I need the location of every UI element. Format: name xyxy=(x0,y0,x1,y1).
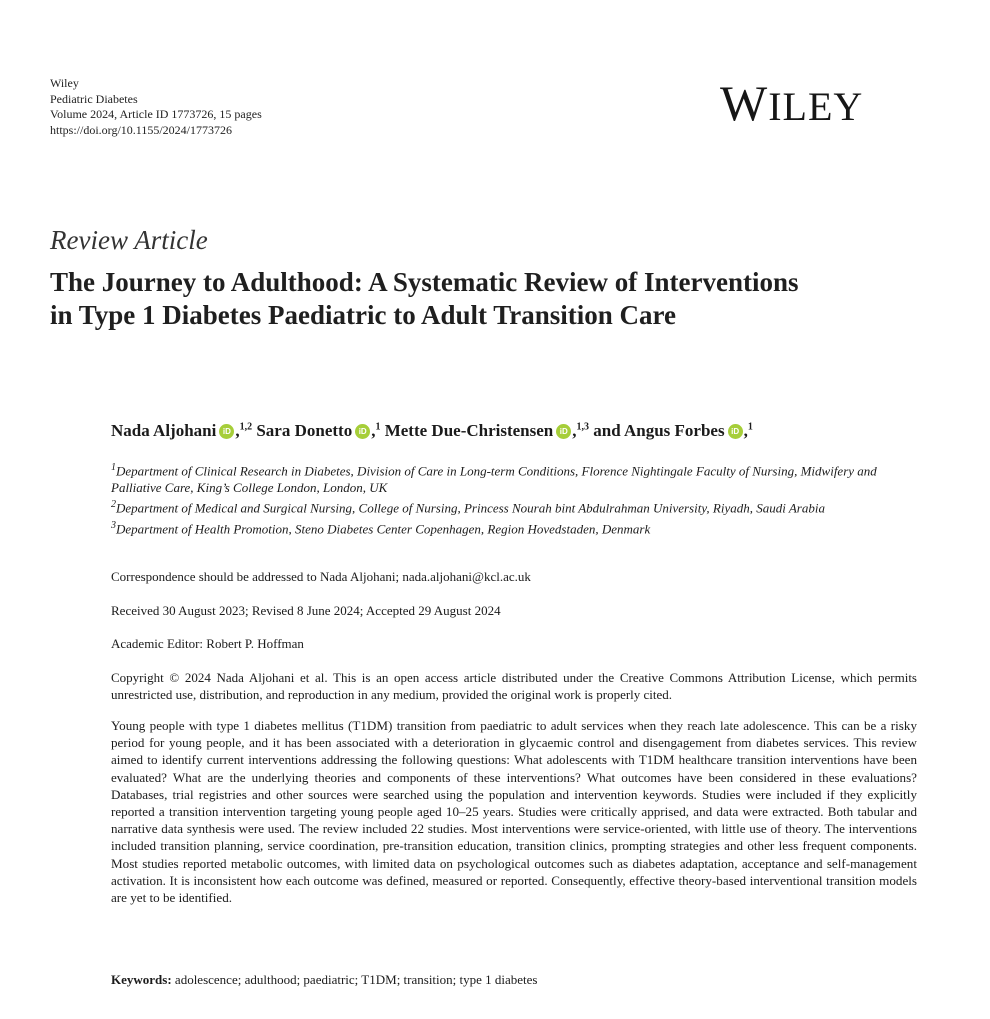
article-meta xyxy=(50,76,262,138)
author-affiliation-ref: 1 xyxy=(747,421,753,433)
affiliation-item: $^2$Department of Medical and Surgical Nursing, College of Nursing, Princess Nourah bint Abdulrahman University, Riyadh, Saudi Arabia xyxy=(111,499,825,516)
author-affiliation-ref: 1,2 xyxy=(239,421,253,433)
author-affiliation-ref: 1,3 xyxy=(576,421,589,433)
author-affiliation-ref: 1 xyxy=(375,421,381,433)
affiliation-item: $^3$Department of Health Promotion, Steno Diabetes Center Copenhagen, Region Hovedstaden, Denmark xyxy=(111,519,651,536)
author-name: Angus Forbes xyxy=(623,421,725,440)
volume-info: Volume 2024, Article ID 1773726, 15 pages xyxy=(50,107,262,121)
orcid-icon[interactable]: iD xyxy=(728,424,743,439)
orcid-icon[interactable]: iD xyxy=(556,424,571,439)
author-name: Sara Donetto xyxy=(256,421,353,440)
abstract: Young people with type 1 diabetes mellitus (T1DM) transition from paediatric to adult services when they reach late adolescence. This can be a risky period for young people, and it has been associated with a deterioration in glycaemic control and disengagement from diabetes services. This review aimed to identify current interventions addressing the following questions: What adolescents with T1DM healthcare transition interventions have been evaluated? What are the underlying theories and components of these interventions? What outcomes have been considered in these evaluations? Databases, trial registries and other sources were searched using the population and intervention keywords. Studies were included if they explicitly reported a transition intervention targeting young people aged 10–25 years. Studies were critically apprised, and data were extracted. Both tabular and narrative data synthesis were used. The review included 22 studies. Most interventions were service-oriented, with little use of theory. The interventions included transition planning, service coordination, pre-transition education, transition clinics, prompting strategies and other less frequent components. Most studies reported metabolic outcomes, with limited data on psychological outcomes such as diabetes adaptation, acceptance and self-management activation. It is inconsistent how each outcome was defined, measured or reported. Consequently, effective theory-based interventional transition models are yet to be identified. xyxy=(111,718,917,906)
affiliation-item: $^1$Department of Clinical Research in Diabetes, Division of Care in Long-term Conditions, Florence Nightingale Faculty of Nursing, Midwifery and Palliative Care, King’s College London, London, UK xyxy=(111,462,877,496)
dates: Received 30 August 2023; Revised 8 June 2024; Accepted 29 August 2024 xyxy=(111,603,501,618)
wiley-logo: WILEY xyxy=(720,75,864,131)
affiliations xyxy=(111,459,891,537)
orcid-icon[interactable]: iD xyxy=(219,424,234,439)
author-name: Mette Due-Christensen xyxy=(384,421,554,440)
keywords: Keywords: adolescence; adulthood; paediatric; T1DM; transition; type 1 diabetes xyxy=(111,972,538,987)
academic-editor: Academic Editor: Robert P. Hoffman xyxy=(111,636,304,651)
doi-link[interactable]: https://doi.org/10.1155/2024/1773726 xyxy=(50,122,233,137)
article-type: Review Article xyxy=(50,225,208,255)
publisher-name: Wiley xyxy=(50,76,79,90)
author-list: Nada Aljohani iD ,$^{1,2}$ Sara Donetto iD ,$^1$ Mette Due-Christensen iD ,$^{1,3}$ and Angus Forbes iD ,$^1$ xyxy=(111,421,753,440)
author-name: Nada Aljohani xyxy=(111,421,217,440)
orcid-icon[interactable]: iD xyxy=(355,424,370,439)
keywords-list: adolescence; adulthood; paediatric; T1DM; transition; type 1 diabetes xyxy=(174,972,538,987)
correspondence: Correspondence should be addressed to Nada Aljohani; nada.aljohani@kcl.ac.uk xyxy=(111,569,531,584)
copyright-notice: Copyright © 2024 Nada Aljohani et al. This is an open access article distributed under the Creative Commons Attribution License, which permits unrestricted use, distribution, and reproduction in any medium, provided the original work is properly cited. xyxy=(111,670,917,702)
article-title: The Journey to Adulthood: A Systematic Review of Interventions in Type 1 Diabetes Paediatric to Adult Transition Care xyxy=(50,267,799,330)
journal-name: Pediatric Diabetes xyxy=(50,91,138,106)
